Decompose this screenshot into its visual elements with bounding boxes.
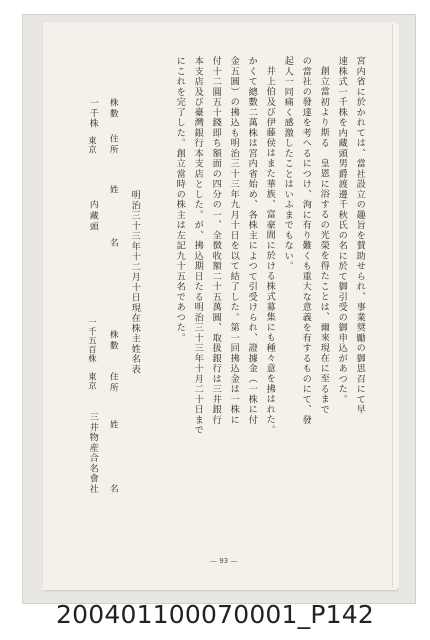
body-column-10: 本支店及び臺灣銀行本支店とした。が、拂込期日たる明治三十三年十月二十日まで xyxy=(192,56,204,436)
page-edge xyxy=(392,24,399,588)
header-shares-left: 株數 xyxy=(107,330,118,352)
page-number: — 93 — xyxy=(210,557,238,565)
image-caption: 200401100070001_P142 xyxy=(56,600,374,629)
entry-address-left: 東京 xyxy=(87,372,98,390)
header-address-left: 住所 xyxy=(107,372,118,394)
entry-shares-right: 一千株 xyxy=(87,98,99,129)
header-shares-right: 株數 xyxy=(107,98,118,120)
entry-name-right: 内藏頭 xyxy=(87,200,98,233)
entry-name-left: 三井物産合名會社 xyxy=(87,412,99,494)
body-column-2: 速株式一千株を内藏頭男爵渡邊千秋氏の名に於て御引受の御申込があつた。 xyxy=(336,56,348,405)
header-surname-left: 姓 xyxy=(107,420,118,431)
body-column-9: 付十二圓五十錢即ち額面の四分の一、全徴收額二十五萬圓、取扱銀行は三井銀行 xyxy=(210,56,222,425)
entry-address-right: 東京 xyxy=(87,136,98,154)
header-givenname-left: 名 xyxy=(107,484,118,495)
body-column-8: 金五圓）の拂込も明治三十三年九月十日を以て結了した。第一回拂込金は一株に xyxy=(228,56,240,425)
header-address-right: 住所 xyxy=(107,134,118,156)
header-surname-right: 姓 xyxy=(107,185,118,196)
body-column-6: 井上伯及び伊藤侯はまた華族、富豪間に於ける株式募集にも種々意を拂はれた。 xyxy=(264,66,276,435)
body-column-11: にこれを完了した。創立當時の株主は左記九十五名であつた。 xyxy=(174,56,186,343)
entry-shares-left: 一千五百株 xyxy=(87,318,98,363)
body-column-7: かくて總數二萬株は宮内省始め、各株主によつて引受けられ、證據金（一株に付 xyxy=(246,56,258,425)
body-column-5: 起人一同痛く感激したことはいふまでもない。 xyxy=(282,56,294,272)
header-givenname-right: 名 xyxy=(107,238,118,249)
body-column-1: 宮内省に於かれては、當社設立の趣旨を賛助せられ、事業奨勵の御思召にて早 xyxy=(354,56,366,415)
body-column-4: の當社の發達を考へるにつけ、洵に有り難くも重大な意義を有するものにて、發 xyxy=(300,56,312,425)
table-title: 明治三十三年十二月十日現在株主姓名表 xyxy=(129,190,141,375)
body-column-3: 創立當初より斯る 皇恩に浴するの光榮を得たことは、爾來現在に至るまで xyxy=(318,66,330,415)
